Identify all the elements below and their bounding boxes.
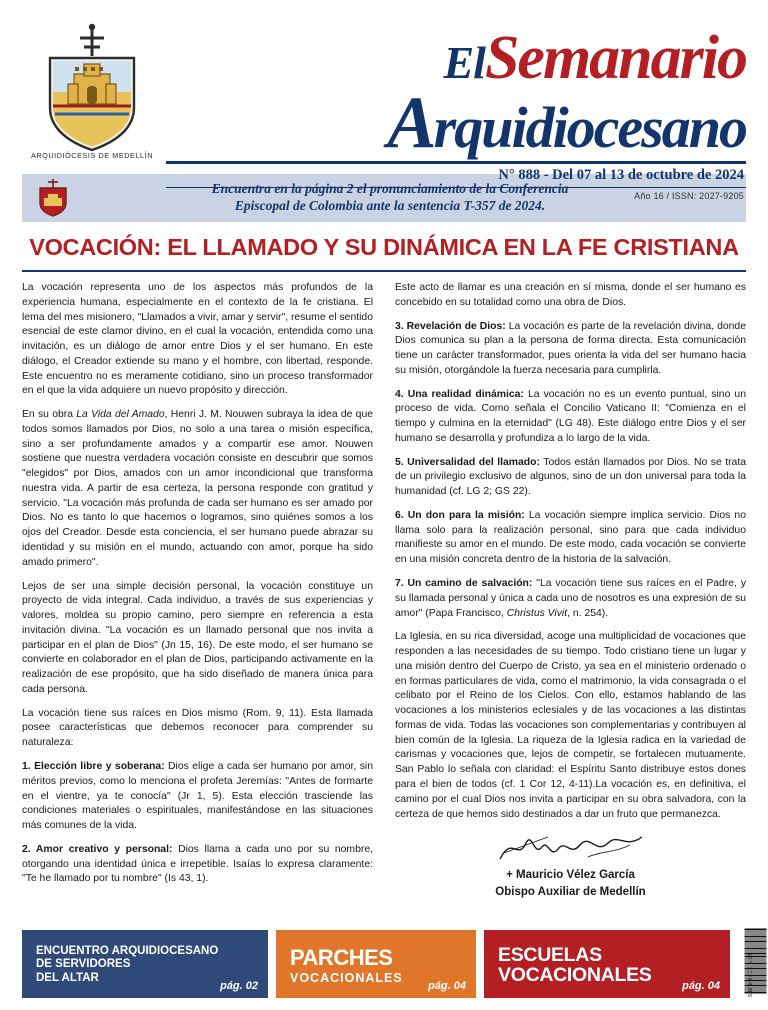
barcode-label: ISSN 2027-9205 (746, 950, 752, 998)
paragraph-numbered: 5. Universalidad del llamado: Todos están llamados por Dios. No se trata de un privilegio exclusivo de algunos, sino de un don universal para toda la humanidad (cf. LG 2; GS 22). (395, 456, 747, 498)
paragraph: Lejos de ser una simple decisión personal, la vocación constituye un proyecto de vida integral. Cada individuo, a través de sus experiencias y valores, moldea su propio camino, pero siempre en referencia a esta invitación divina. "La vocación es un llamado personal que nos invita a participar en el plan de Dios" (Jn 15, 16). De este modo, el ser humano se convierte en colaborador en el plan de Dios, participando activamente en la realización de ese propósito, que ha sido diseñado de manera única para cada persona. (22, 580, 373, 695)
footer-item-escuelas-line2: VOCACIONALES (498, 964, 652, 986)
signature-name: + Mauricio Vélez García (506, 869, 635, 882)
article-column-right (395, 281, 747, 898)
footer-item-parches-page: pág. 04 (428, 980, 466, 992)
masthead-semanario: Semanario (484, 24, 746, 92)
paragraph-numbered: 7. Un camino de salvación: "La vocación tiene sus raíces en el Padre, y su llamada personal y única a cada uno de nosotros es una expresión de su amor" (Papa Francisco, Christus Vivit, n. 254). (395, 578, 747, 619)
announcement-line-1: Encuentra en la página 2 el pronunciamiento de la Conferencia (211, 181, 569, 197)
year-issn: Año 16 / ISSN: 2027-9205 (634, 191, 744, 202)
footer-item-encuentro-page: pág. 02 (220, 980, 258, 992)
signature-image (395, 831, 746, 865)
footer-item-escuelas-page: pág. 04 (682, 980, 720, 992)
paragraph-numbered: 6. Un don para la misión: La vocación siempre implica servicio. Dios no llama solo para la realización personal, sino para que cada individuo manifieste su amor en el mundo. De este modo, cada vocación se convierte en una misión concreta dentro de la historia de la salvación. (395, 509, 746, 566)
masthead-rquidiocesano: rquidiocesano (433, 95, 746, 161)
announcement-line-2: Episcopal de Colombia ante la sentencia T-357 de 2024. (234, 198, 546, 213)
paragraph-numbered: 1. Elección libre y soberana: Dios elige a cada ser humano por amor, sin méritos previos, como lo menciona el profeta Jeremías: "Antes de formarte en el vientre, ya te conocía" (Jr 1, 5). Esta elección trasciende las condiciones materiales o espirituales, manifestándose en las situaciones más comunes de la vida. (22, 760, 373, 832)
masthead-a: A (387, 82, 434, 165)
footer-item-escuelas[interactable] (484, 930, 730, 998)
article-column-left (22, 281, 373, 891)
masthead-el: El (443, 37, 485, 88)
masthead-title-line-1 (166, 24, 746, 92)
issue-line: N° 888 - Del 07 al 13 de octubre de 2024 (166, 161, 746, 188)
archdiocese-crest (22, 18, 162, 162)
paragraph-numbered: 3. Revelación de Dios: La vocación es parte de la revelación divina, donde Dios comunica su plan a la persona de forma directa. Esta comunicación tiene un carácter transformador, pues orienta la vida del ser humano hacia su misión, otorgándole la fuerza necesaria para cumplirla. (395, 320, 746, 376)
footer-item-encuentro-line3: DEL ALTAR (36, 971, 99, 984)
paragraph: La Iglesia, en su rica diversidad, acoge una multiplicidad de vocaciones que responden a las necesidades de su tiempo. Todo cristiano tiene un lugar y una misión dentro del Cuerpo de Cristo, ya sea en el ministerio ordenado o en formas particulares de vida, como el matrimonio, la vida consagrada o el celibato por el Reino de los Cielos. Con ello, estamos hablando de las vocaciones a los ministerios eclesiales y de las vocaciones a las distintas formas de vida. Todas las vocaciones son complementarias y contribuyen al bien común de la Iglesia. La riqueza de la Iglesia radica en la variedad de carismas y vocaciones que, lejos de competir, se fortalecen mutuamente. San Pablo lo señala con claridad: el Espíritu Santo distribuye estos dones para el bien de todos (cf. 1 Cor 12, 4-11).La vocación es, en definitiva, el camino por el cual Dios nos invita a participar en su obra salvadora, con la certeza de que hemos sido destinados a dar un fruto que permanezca. (395, 631, 746, 820)
footer-item-encuentro[interactable] (22, 930, 268, 998)
announcement-crest-icon (32, 178, 74, 218)
paragraph-numbered: 4. Una realidad dinámica: La vocación no es un evento puntual, sino un proceso de vida. Como señala el Concilio Vaticano II: "Comienza en el tiempo y culmina en la eternidad" (LG 48). Este diálogo entre Dios y el ser humano se desarrolla y profundiza a lo largo de la vida. (395, 388, 746, 444)
footer-item-parches-line1: PARCHES (290, 945, 393, 971)
paragraph: En su obra La Vida del Amado, Henri J. M. Nouwen subraya la idea de que todos somos llamados por Dios, no solo a una tarea o misión específica, sino a ser profundamente amados y a compartir ese amor. Nouwen sostiene que nuestra verdadera vocación consiste en descubrir que somos "elegidos" por Dios, amados con un amor incondicional que transforma nuestra vida. A partir de esa certeza, la persona responde con gratitud y servicio. "La vocación más profunda de cada ser humano es ser amado por Dios. No es tanto lo que hacemos o logramos, sino quiénes somos a los ojos del Creador. Desde esta conciencia, el ser humano puede abrazar su identidad y su misión en el mundo, actuando con amor, porque ha sido amado primero". (22, 409, 374, 568)
article-body (22, 281, 747, 898)
footer-highlights (22, 930, 746, 998)
svg-text:ARQUIDIÓCESIS DE MEDELLÍN: ARQUIDIÓCESIS DE MEDELLÍN (30, 151, 154, 160)
page-title: VOCACIÓN: EL LLAMADO Y SU DINÁMICA EN LA FE CRISTIANA (29, 234, 739, 260)
paragraph: La vocación representa uno de los aspectos más profundos de la experiencia humana, especialmente en el contexto de la fe cristiana. El lema del mes misionero, "Llamados a vivir, amar y servir", resume el sentido esencial de este clamor divino, en el cual la vocación, entendida como una invitación, es un diálogo de amor entre Dios y el ser humano. En este diálogo, el Creador extiende su mano y el hombre, con libertad, responde. Este encuentro no es meramente cotidiano, sino un proceso transformador en el que la vida adquiere un nuevo propósito y dirección. (22, 282, 373, 397)
paragraph-numbered: 2. Amor creativo y personal: Dios llama a cada uno por su nombre, otorgando una identidad única e irrepetible. Isaías lo expresa claramente: "Te he llamado por tu nombre" (Is 43, 1). (22, 843, 373, 885)
signature-role: Obispo Auxiliar de Medellín (495, 885, 646, 898)
masthead-title-block (162, 18, 746, 201)
masthead-title-line-2 (166, 82, 746, 165)
footer-item-parches-line2: VOCACIONALES (290, 970, 403, 985)
paragraph: La vocación tiene sus raíces en Dios mismo (Rom. 9, 11). Esta llamada posee características que debemos reconocer para comprender su naturaleza: (22, 707, 373, 749)
headline-divider (22, 270, 746, 272)
footer-item-parches[interactable] (276, 930, 476, 998)
signature-block (395, 831, 746, 900)
footer-item-encuentro-line1: ENCUENTRO ARQUIDIOCESANO (36, 945, 219, 958)
footer-item-escuelas-line1: ESCUELAS (498, 943, 602, 966)
paragraph: Este acto de llamar es una creación en sí misma, donde el ser humano es concebido en su totalidad como una obra de Dios. (395, 282, 746, 308)
footer-item-encuentro-line2: DE SERVIDORES (36, 958, 131, 971)
